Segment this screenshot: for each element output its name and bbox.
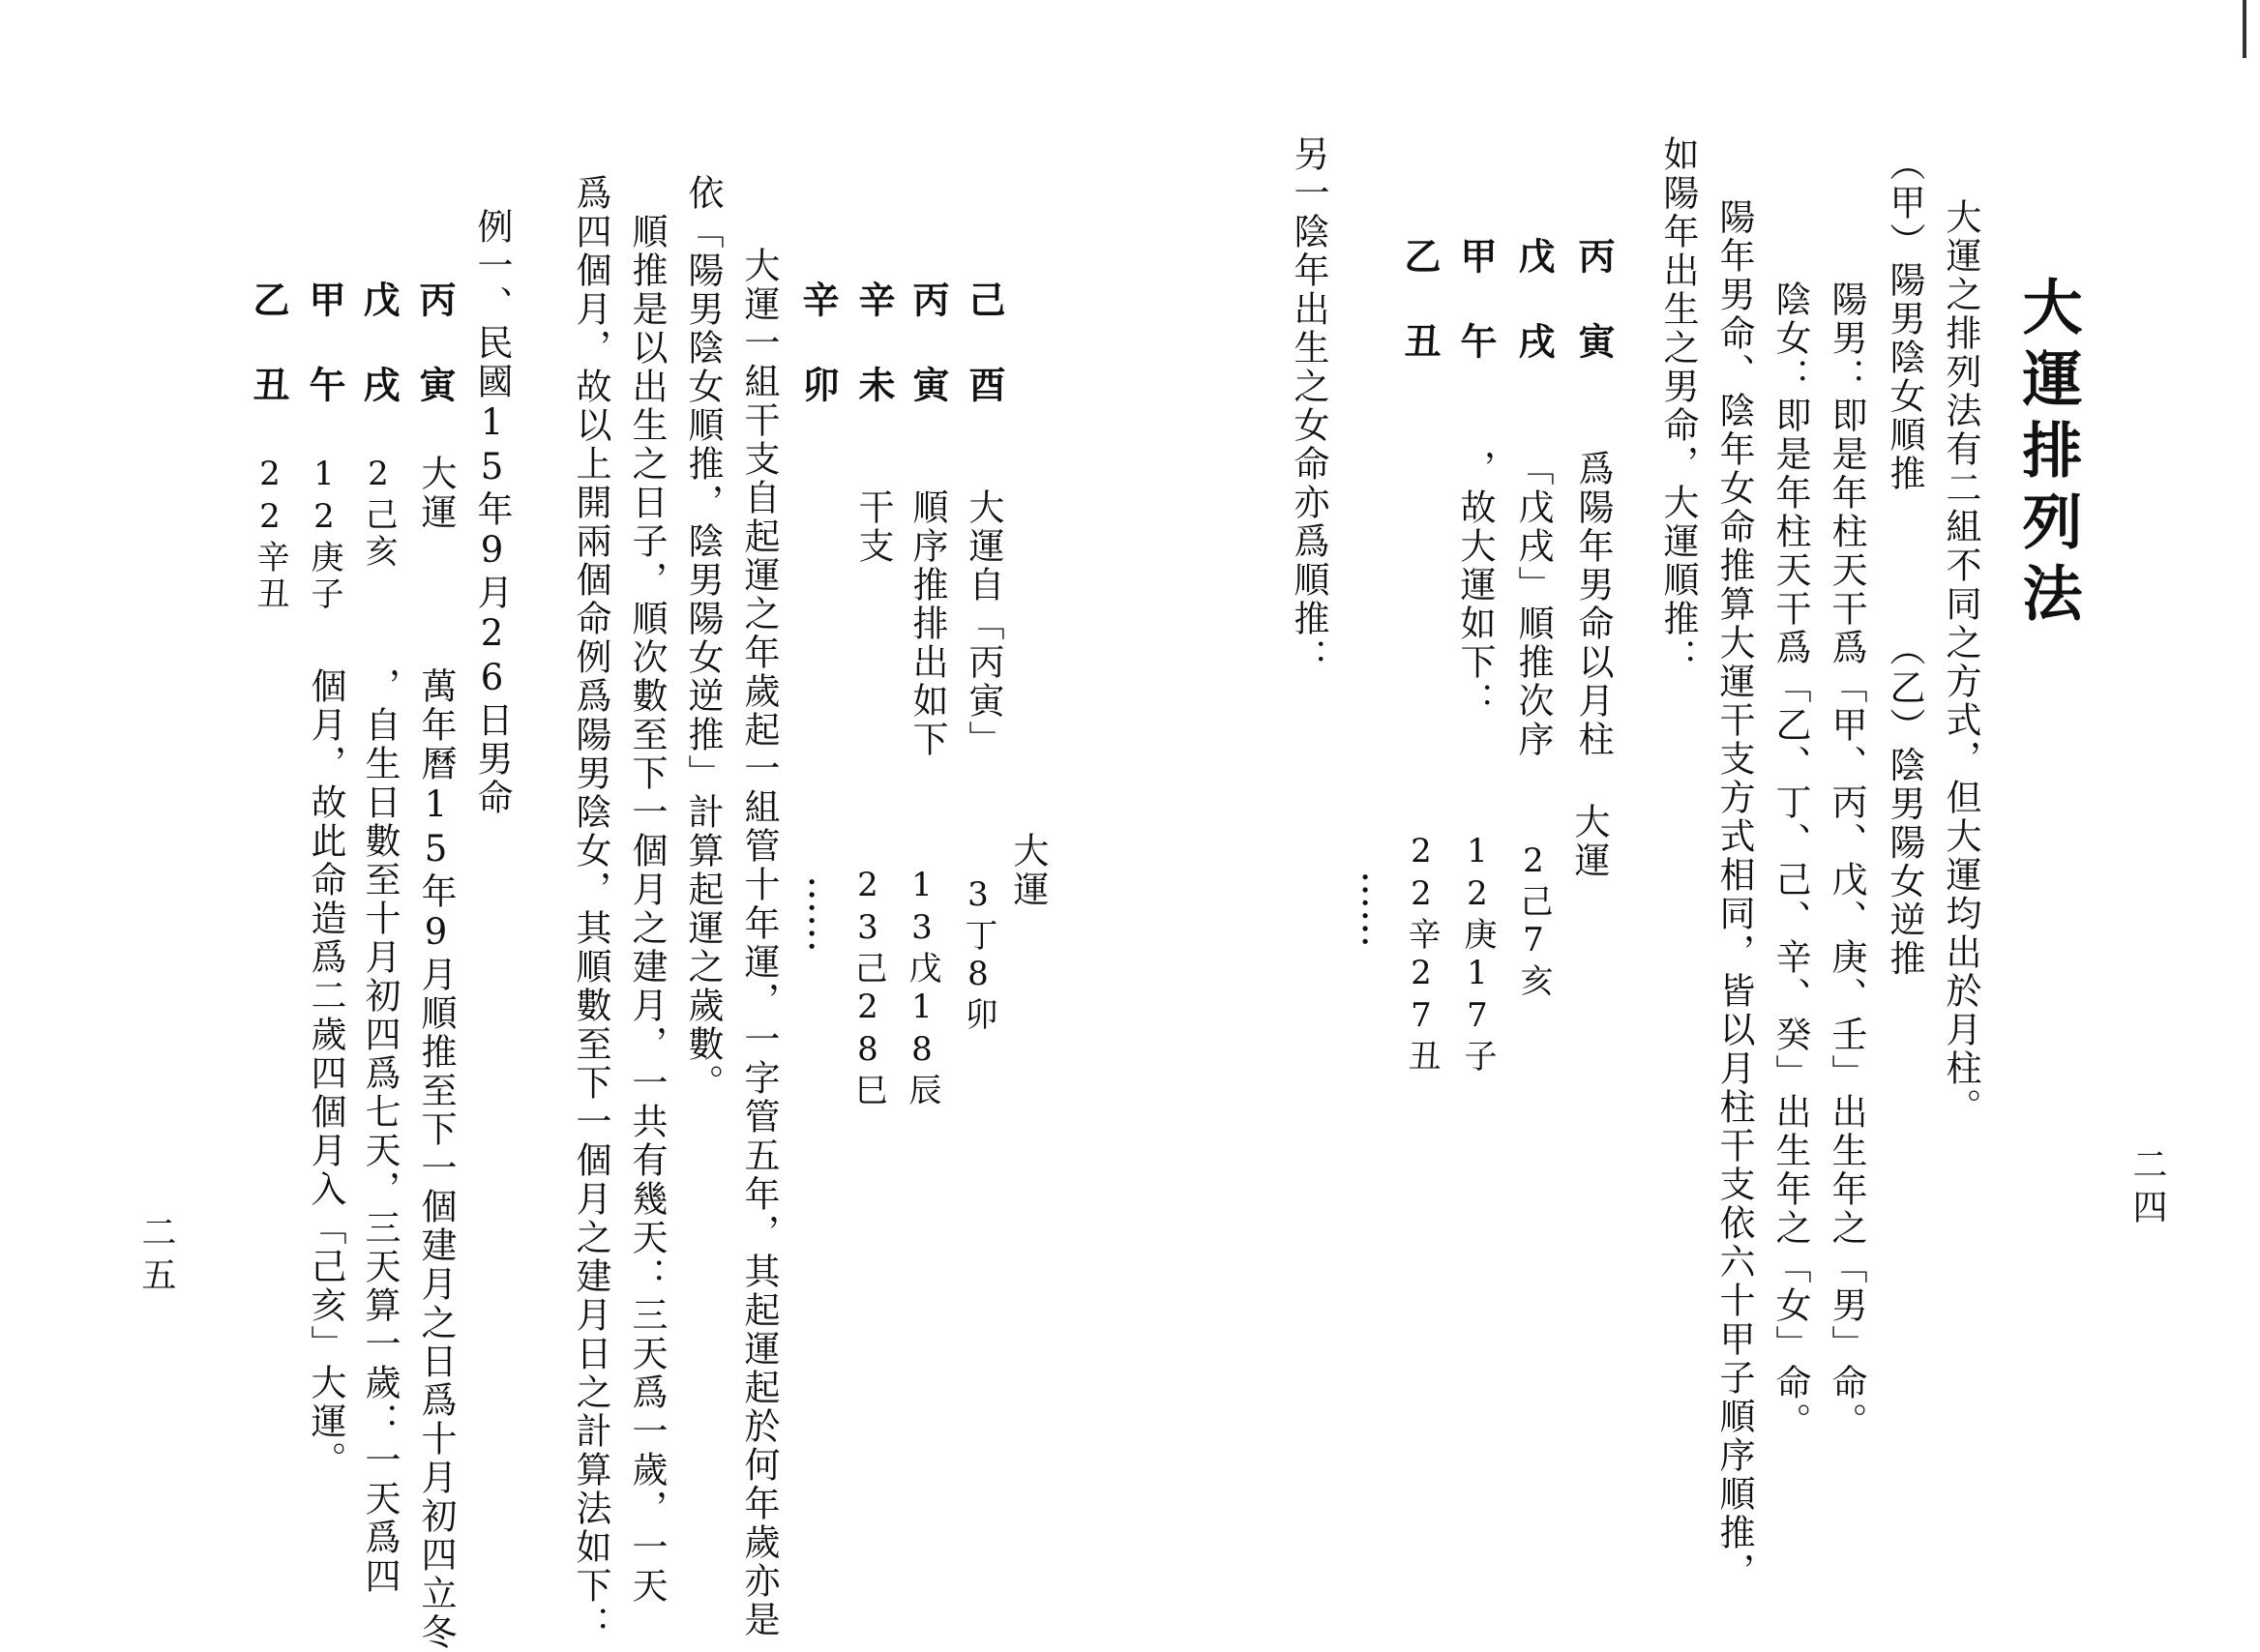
page-title: 大運排列法 — [2012, 276, 2083, 634]
text-line: 大運之排列法有二組不同之方式，但大運均出於月柱。 — [1940, 198, 1981, 1127]
dayun-entry: 2己7亥 — [1514, 841, 1553, 1000]
note: 干支 — [852, 488, 894, 566]
text-line: 另一陰年出生之女命亦爲順推： — [1288, 135, 1329, 677]
text-line: 個月，故此命造爲二歲四個月入「己亥」大運。 — [305, 667, 346, 1480]
text-line: 萬年曆15年9月順推至下一個建月之日爲十月初四立冬 — [415, 667, 457, 1652]
dayun-entry: 13戊18辰 — [903, 866, 941, 1109]
text-line: 大運一組干支自起運之年歲起一組管十年運，一字管五年，其起運起於何年歲亦是 — [738, 247, 780, 1639]
dayun-entry: 12庚17子 — [1458, 832, 1497, 1076]
dayun-heading: 大運 — [415, 455, 457, 532]
ellipsis: …… — [1353, 870, 1398, 948]
page-number: 二五 — [136, 1214, 176, 1299]
text-line: 陽男：即是年柱天干爲「甲、丙、戊、庚、壬」出生年之「男」命。 — [1826, 242, 1867, 1441]
note: 爲陽年男命以月柱 — [1572, 450, 1614, 759]
dayun-entry: 12庚子 — [305, 455, 343, 613]
text-line: 如陽年出生之男命，大運順推： — [1657, 135, 1699, 677]
page-number: 二四 — [2127, 1146, 2167, 1231]
dayun-entry: 22辛丑 — [251, 455, 289, 613]
text-line: ，自生日數至十月初四爲七天，三天算一歲：一天爲四 — [359, 667, 401, 1596]
ellipsis: …… — [800, 875, 845, 953]
pillar: 戊戌 — [357, 280, 401, 451]
text-line: 陽年男命、陰年女命推算大運干支方式相同，皆以月柱干支依六十甲子順序順推， — [1713, 198, 1755, 1591]
pillar: 戊戌 — [1512, 237, 1556, 407]
dayun-heading: 大運 — [1568, 803, 1610, 880]
pillar: 丙寅 — [907, 280, 950, 451]
note: 「戊戌」順推次序 — [1512, 450, 1554, 759]
dayun-entry: 3丁8卯 — [959, 875, 997, 1034]
pillar: 乙丑 — [1398, 237, 1442, 407]
pillar: 辛卯 — [796, 280, 840, 451]
pillar: 丙寅 — [413, 280, 457, 451]
pillar: 乙丑 — [247, 280, 290, 451]
dayun-heading: 大運 — [1007, 832, 1049, 909]
pillar: 辛未 — [852, 280, 896, 451]
page-edge — [2243, 0, 2246, 58]
pillar: 甲午 — [303, 280, 346, 451]
note: 大運自「丙寅」 — [963, 488, 1004, 759]
dayun-entry: 23己28巳 — [848, 866, 887, 1109]
text-line: （甲）陽男陰女順推 （乙）陰男陽女逆推 — [1884, 145, 1925, 979]
pillar: 甲午 — [1454, 237, 1498, 407]
pillar: 丙寅 — [1572, 237, 1616, 407]
text-line: 順推是以出生之日子，順次數至下一個月之建月，一共有幾天：三天爲一歲，一天 — [626, 174, 668, 1606]
dayun-entry: 22辛27丑 — [1402, 832, 1441, 1076]
example-title: 例一、民國15年9月26日男命 — [471, 208, 513, 817]
note: 順序推排出如下 — [907, 488, 948, 759]
dayun-entry: 2己亥 — [359, 455, 398, 571]
pillar: 己酉 — [963, 280, 1006, 451]
text-line: 陰女：即是年柱天干爲「乙、丁、己、辛、癸」出生年之「女」命。 — [1769, 242, 1811, 1441]
note: ，故大運如下： — [1454, 450, 1496, 721]
text-line: 爲四個月，故以上開兩個命例爲陽男陰女，其順數至下一個月之建月日之計算法如下： — [570, 174, 611, 1644]
text-line: 依「陽男陰女順推，陰男陽女逆推」計算起運之歲數。 — [682, 174, 724, 1103]
